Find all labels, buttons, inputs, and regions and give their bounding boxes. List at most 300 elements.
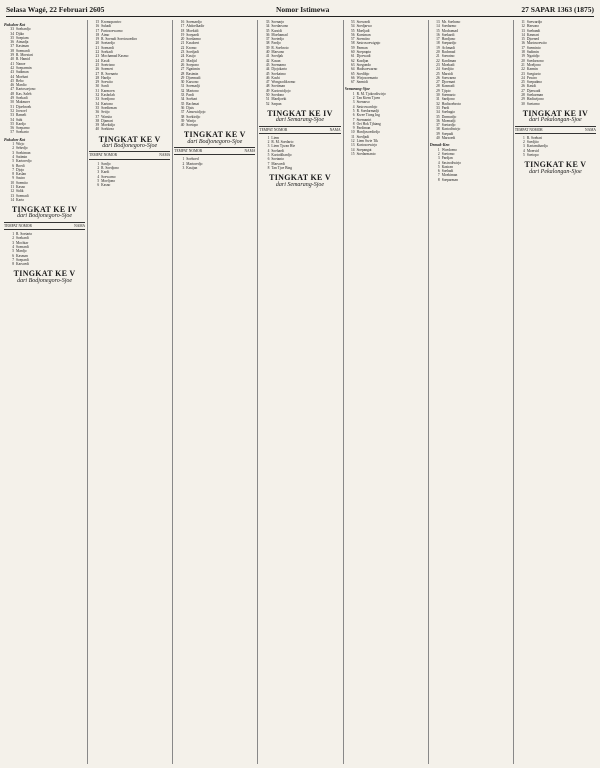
list-item-name: Soedarsono bbox=[526, 58, 544, 63]
list-item-name: Moehamad bbox=[271, 32, 288, 37]
list-item-name: Parman bbox=[356, 45, 368, 50]
list-item-name: Soetanto bbox=[271, 157, 284, 162]
list-item-number: 1 bbox=[523, 135, 525, 140]
list-item-name: Satimin bbox=[16, 154, 28, 159]
list-item-number: 37 bbox=[95, 114, 100, 119]
list-item-name: Kasbolah bbox=[101, 93, 115, 98]
list-item-number: 7 bbox=[352, 117, 355, 122]
list-item-name: Kaslan bbox=[16, 172, 26, 177]
list-item bbox=[430, 136, 511, 140]
column-header-place: TEMPAT NOMOR bbox=[259, 127, 288, 132]
column-header-place: TEMPAT NOMOR bbox=[174, 149, 203, 154]
list-item-name: Kasmadi bbox=[441, 84, 455, 89]
list-item-number: 40 bbox=[180, 123, 185, 128]
list-item bbox=[174, 166, 255, 170]
list-item-name: Soenardi bbox=[101, 45, 114, 50]
list-item-number: 34 bbox=[265, 24, 270, 29]
list-item-number: 46 bbox=[10, 83, 14, 88]
list-item-number: 7 bbox=[437, 173, 440, 178]
list-item bbox=[4, 130, 85, 134]
list-item-name: Setijo bbox=[101, 110, 110, 115]
list-item-name: Soemeri bbox=[101, 67, 114, 72]
list-item-number: 26 bbox=[95, 67, 100, 72]
list-item-number: 16 bbox=[521, 41, 525, 46]
list-item-name: Pardjo bbox=[271, 41, 281, 46]
list-item-name: Kromopawiro bbox=[101, 20, 122, 24]
list-item-name: Sarmidi bbox=[356, 80, 368, 85]
list-item-name: Soekatmo bbox=[271, 71, 286, 76]
list-item-number: 23 bbox=[436, 62, 440, 67]
list-item-number: 35 bbox=[436, 114, 440, 119]
list-item-number: 14 bbox=[350, 147, 355, 152]
list-item-number: 13 bbox=[350, 143, 355, 148]
list-item-number: 63 bbox=[350, 62, 355, 67]
list-item-name: Hardjono bbox=[441, 37, 456, 42]
list-item-number: 3 bbox=[12, 150, 14, 155]
list-item bbox=[259, 102, 340, 106]
list-item-name: Soepardjo bbox=[441, 41, 457, 46]
list-item-name: Boedi bbox=[16, 163, 25, 168]
list-item-number: 4 bbox=[97, 174, 100, 179]
list-item-number: 32 bbox=[95, 93, 100, 98]
list-item-number: 8 bbox=[437, 177, 440, 182]
list-item-name: Marsidi bbox=[441, 71, 453, 76]
list-item-number: 37 bbox=[180, 110, 185, 115]
list-item-name: R. Soedarmadji bbox=[356, 108, 379, 113]
list-item-name: Kartosoewirjo bbox=[356, 143, 378, 148]
list-item-number: 4 bbox=[12, 244, 14, 249]
list-item-number: 41 bbox=[10, 61, 14, 66]
list-item-number: 20 bbox=[436, 50, 440, 55]
column-4 bbox=[259, 20, 340, 764]
list-item-name: Kasmari bbox=[526, 32, 540, 37]
list-item-number: 40 bbox=[436, 136, 440, 141]
list-item-number: 54 bbox=[10, 117, 14, 122]
list-item-name: Pardjan bbox=[441, 156, 453, 161]
list-item-number: 4 bbox=[352, 104, 355, 109]
list-item-name: Kasijo bbox=[186, 54, 196, 59]
list-item-number: 21 bbox=[521, 62, 525, 67]
column-divider bbox=[257, 20, 258, 764]
list-item-name: Marsoedi bbox=[441, 136, 456, 141]
list-item-name: Wongsodikromo bbox=[271, 80, 296, 85]
list-item-number: 36 bbox=[95, 110, 100, 115]
list-item-number: 30 bbox=[95, 84, 100, 89]
list-item-name: Kasdoeri bbox=[186, 41, 200, 46]
list-item-number: 32 bbox=[180, 88, 185, 93]
list-item-number: 23 bbox=[521, 71, 525, 76]
list-item-name: Rasimin bbox=[186, 71, 199, 76]
list-item-number: 51 bbox=[265, 97, 270, 102]
list-item-name: Kasbi bbox=[271, 75, 280, 80]
list-item-number: 5 bbox=[352, 108, 355, 113]
list-item-name: Soetopo bbox=[526, 153, 539, 158]
list-item-number: 8 bbox=[12, 262, 14, 267]
list-item-number: 31 bbox=[436, 97, 440, 102]
list-item-number: 33 bbox=[180, 93, 185, 98]
list-item-number: 27 bbox=[436, 80, 440, 85]
list-item-number: 29 bbox=[521, 97, 525, 102]
column-7 bbox=[515, 20, 596, 764]
list-item-number: 57 bbox=[350, 37, 355, 42]
list-item-number: 49 bbox=[265, 88, 270, 93]
list-item-name: Soedjarwo bbox=[356, 24, 372, 29]
list-item-name: Djoemari bbox=[441, 80, 456, 85]
list-item-number: 27 bbox=[521, 88, 525, 93]
list-item-name: Soekardi bbox=[441, 32, 455, 37]
list-item bbox=[515, 102, 596, 106]
list-item bbox=[89, 183, 170, 187]
list-item-number: 18 bbox=[436, 41, 440, 46]
list-item-number: 33 bbox=[265, 20, 270, 24]
list-item-number: 3 bbox=[97, 170, 100, 175]
list-item-number: 5 bbox=[97, 178, 100, 183]
list-item-number: 3 bbox=[12, 240, 14, 245]
list-item-number: 21 bbox=[95, 45, 100, 50]
list-item-name: Soekardi bbox=[16, 236, 29, 241]
list-item-name: Soebandi bbox=[526, 28, 541, 33]
list-item-name: Soekadi bbox=[101, 50, 113, 55]
list-item-name: Kartodihardjo bbox=[271, 153, 292, 158]
list-item-number: 21 bbox=[436, 54, 440, 59]
list-item-number: 10 bbox=[350, 130, 355, 135]
list-item-number: 55 bbox=[10, 121, 14, 126]
list-item-number: 44 bbox=[10, 74, 14, 79]
section-subheading: dari Bodjonegoro-Sjoe bbox=[17, 213, 73, 220]
list-item-number: 62 bbox=[350, 58, 355, 63]
list-item-number: 33 bbox=[10, 27, 14, 32]
list-item-name: Soehadi bbox=[441, 169, 454, 174]
list-item-name: Soekarman bbox=[526, 93, 544, 98]
list-item-name: Soedjadi bbox=[186, 50, 199, 55]
list-item-name: Soewarno bbox=[441, 75, 457, 80]
list-item-number: 16 bbox=[180, 20, 185, 24]
list-item-name: Sastrowardojo bbox=[356, 104, 378, 109]
list-item-number: 6 bbox=[97, 183, 100, 188]
list-item-name: Joesoef bbox=[16, 108, 27, 113]
list-item-name: Madjid bbox=[186, 58, 197, 63]
list-item-name: Soemadi bbox=[16, 193, 29, 198]
list-item-name: Moenadji bbox=[441, 118, 456, 123]
list-item-number: 36 bbox=[436, 118, 440, 123]
section-heading: TINGKAT KE IV bbox=[267, 108, 333, 118]
list-item-number: 40 bbox=[265, 50, 270, 55]
list-item bbox=[259, 166, 340, 170]
list-item-name: Djoewadi bbox=[356, 54, 371, 59]
list-item-name: Karto bbox=[16, 197, 25, 202]
list-item-number: 25 bbox=[521, 80, 525, 85]
list-item-number: 36 bbox=[180, 105, 185, 110]
list-item-number: 33 bbox=[436, 105, 440, 110]
list-item-number: 43 bbox=[265, 62, 270, 67]
list-item-name: Wirjo bbox=[16, 142, 25, 147]
list-item-name: Soetardjo bbox=[101, 41, 115, 46]
list-item-number: 5 bbox=[267, 153, 270, 158]
list-item-name: Soedjono bbox=[101, 97, 115, 102]
list-item-number: 2 bbox=[12, 146, 14, 151]
list-item-name: Sastrosoewignjo bbox=[356, 41, 381, 46]
section-subheading: dari Semarang-Sjoe bbox=[275, 181, 325, 188]
list-item-number: 4 bbox=[267, 148, 270, 153]
list-item-number: 56 bbox=[350, 32, 355, 37]
list-item-name: Soepangat bbox=[356, 147, 372, 152]
column-header-name: NAMA bbox=[74, 223, 86, 228]
list-item-name: Sadimin bbox=[526, 50, 539, 55]
list-item-number: 17 bbox=[521, 45, 525, 50]
list-item-name: Soemardi bbox=[16, 48, 30, 53]
list-item-name: Soeminto bbox=[526, 45, 541, 50]
list-item-number: 34 bbox=[436, 110, 440, 115]
list-item-number: 24 bbox=[436, 67, 440, 72]
list-item-name: Soetopo bbox=[186, 123, 199, 128]
list-item-number: 26 bbox=[521, 84, 525, 89]
list-item-name: R. M. Soedarto bbox=[271, 140, 294, 145]
list-item-name: Soemarto bbox=[441, 93, 456, 98]
section-place: Pakulon-Kot bbox=[4, 22, 26, 27]
list-item bbox=[430, 178, 511, 182]
list-item-number: 65 bbox=[350, 71, 355, 76]
list-item-name: Hadiwijono bbox=[526, 97, 544, 102]
column-divider bbox=[428, 20, 429, 764]
column-header-place: TEMPAT NOMOR bbox=[89, 153, 117, 158]
list-item-number: 67 bbox=[350, 80, 355, 85]
list-item-number: 6 bbox=[12, 163, 14, 168]
list-item-number: 5 bbox=[437, 164, 440, 169]
list-item-name: Warijo bbox=[186, 118, 196, 123]
list-item-number: 17 bbox=[436, 37, 440, 42]
section-subheading: dari Bodjonegoro-Sjoe bbox=[102, 143, 158, 150]
list-item-name: Karmin bbox=[526, 67, 538, 72]
list-item-name: Abdoelkadir bbox=[186, 24, 205, 29]
list-item-name: Soeparmin bbox=[16, 65, 32, 70]
list-item-name: Moeljono bbox=[526, 62, 541, 67]
list-item-name: Soepono bbox=[186, 62, 199, 67]
list-item-number: 6 bbox=[12, 253, 14, 258]
list-item-name: Rachmat bbox=[186, 101, 200, 106]
list-item-number: 15 bbox=[521, 37, 525, 42]
list-item-number: 31 bbox=[95, 88, 100, 93]
list-item-name: Kasijan bbox=[186, 165, 198, 170]
list-item-number: 15 bbox=[436, 28, 440, 33]
list-item-number: 40 bbox=[10, 57, 14, 62]
list-item-name: Sadiman bbox=[16, 70, 29, 75]
list-item-name: Soetrisno bbox=[101, 62, 115, 67]
list-item-name: Soekirdjo bbox=[186, 114, 201, 119]
list-item-name: Kasno bbox=[16, 184, 26, 189]
list-item-number: 37 bbox=[436, 123, 440, 128]
list-item-number: 3 bbox=[182, 165, 185, 170]
list-item-number: 27 bbox=[180, 67, 185, 72]
list-item-name: Soedjak bbox=[271, 54, 283, 59]
list-item-number: 5 bbox=[523, 153, 525, 158]
list-item-name: Sehedjo bbox=[16, 146, 28, 151]
section-heading: TINGKAT KE V bbox=[98, 134, 161, 144]
list-item-name: Karsiman bbox=[356, 32, 371, 37]
list-item-number: 2 bbox=[352, 96, 355, 101]
list-item-number: 1 bbox=[437, 147, 440, 152]
list-item-number: 47 bbox=[265, 80, 270, 85]
list-item-number: 32 bbox=[436, 101, 440, 106]
column-1 bbox=[4, 20, 85, 764]
list-item-number: 2 bbox=[182, 161, 185, 166]
list-item-name: Tan Kiem Tjoen bbox=[356, 96, 380, 101]
list-item-number: 48 bbox=[265, 84, 270, 89]
list-item-name: Kartosoejono bbox=[16, 87, 36, 92]
list-item-name: Soepadmo bbox=[526, 80, 543, 85]
list-item-number: 4 bbox=[523, 148, 525, 153]
list-item-number: 25 bbox=[180, 58, 185, 63]
list-item-number: 12 bbox=[521, 24, 525, 29]
list-item-name: Moeljadi bbox=[356, 28, 370, 33]
list-item-number: 9 bbox=[12, 176, 14, 181]
list-item-number: 34 bbox=[95, 101, 100, 106]
list-item-number: 8 bbox=[352, 121, 355, 126]
list-item-name: Darmodjo bbox=[441, 114, 457, 119]
list-item-name: Kartono bbox=[101, 101, 113, 106]
list-item-name: Moersid bbox=[526, 148, 539, 153]
list-item-name: Achmadi bbox=[441, 45, 455, 50]
list-item-number: 4 bbox=[437, 160, 440, 165]
list-item-name: Soebari bbox=[186, 97, 198, 102]
list-item-number: 24 bbox=[180, 54, 185, 59]
list-item-number: 8 bbox=[267, 165, 270, 170]
section-subheading: dari Bodjonegoro-Sjoe bbox=[187, 138, 243, 145]
list-item-number: 8 bbox=[12, 172, 14, 177]
list-item-name: Soewardi bbox=[356, 20, 371, 24]
list-item-name: Martosoewito bbox=[526, 41, 547, 46]
list-item-number: 18 bbox=[95, 32, 100, 37]
table-header bbox=[89, 151, 170, 159]
list-item-number: 5 bbox=[12, 159, 14, 164]
list-item-name: Karsoedi bbox=[16, 262, 29, 267]
list-item-number: 26 bbox=[180, 62, 185, 67]
list-item-name: Partosoewarno bbox=[101, 28, 123, 33]
list-item bbox=[345, 152, 426, 156]
list-item-name: Sastro bbox=[16, 176, 25, 181]
list-item-name: R. Soebroto bbox=[271, 45, 289, 50]
list-item-name: Mardjo bbox=[16, 249, 27, 254]
list-item-number: 25 bbox=[436, 71, 440, 76]
column-2 bbox=[89, 20, 170, 764]
list-item-name: R. Moestari bbox=[16, 53, 33, 58]
column-divider bbox=[513, 20, 514, 764]
list-item-number: 21 bbox=[180, 41, 185, 46]
list-item-number: 20 bbox=[95, 41, 100, 46]
masthead bbox=[6, 2, 594, 17]
list-item-name: Djoebroek bbox=[16, 104, 32, 109]
list-item-number: 61 bbox=[350, 54, 355, 59]
list-item-name: Kartamihardja bbox=[526, 144, 548, 149]
list-item-number: 38 bbox=[180, 114, 185, 119]
list-item-number: 39 bbox=[10, 53, 14, 58]
list-item-number: 3 bbox=[267, 144, 270, 149]
column-header-place: TEMPAT NOMOR bbox=[514, 127, 543, 132]
list-item-number: 51 bbox=[10, 104, 14, 109]
list-item-name: Soedirman bbox=[101, 105, 117, 110]
table-header bbox=[515, 126, 596, 134]
list-item bbox=[4, 262, 85, 266]
list-item-name: Mochamad bbox=[441, 28, 458, 33]
table-header bbox=[259, 126, 340, 134]
masthead-date: Selasa Wagé, 22 Februari 2605 bbox=[6, 5, 105, 14]
list-item-name: Oei Hok Tjhiang bbox=[356, 121, 381, 126]
list-item-name: Rebo bbox=[16, 78, 24, 83]
list-item-name: Soeratno bbox=[441, 54, 455, 59]
list-item-number: 12 bbox=[10, 189, 14, 194]
list-item-number: 13 bbox=[10, 193, 14, 198]
list-item-name: Kromo bbox=[186, 45, 197, 50]
table-header bbox=[174, 147, 255, 155]
list-item-name: Soebagio bbox=[441, 110, 456, 115]
list-item-number: 48 bbox=[10, 91, 14, 96]
list-item-number: 28 bbox=[180, 71, 185, 76]
list-item-name: Soedjadi bbox=[356, 134, 370, 139]
list-item-name: Wirjosoemarto bbox=[356, 75, 378, 80]
list-item-number: 22 bbox=[95, 50, 100, 55]
list-item-number: 11 bbox=[10, 184, 14, 189]
list-item-name: Djoemadi bbox=[186, 75, 201, 80]
list-item-name: Sardjono bbox=[441, 97, 455, 102]
list-item-name: Pardiman bbox=[356, 126, 371, 131]
list-item-name: Moekadi bbox=[441, 62, 455, 67]
list-item-name: Soemadji bbox=[186, 84, 200, 89]
list-item-number: 3 bbox=[352, 100, 355, 105]
column-5 bbox=[345, 20, 426, 764]
list-item-number: 24 bbox=[521, 75, 525, 80]
list-item-number: 3 bbox=[523, 144, 525, 149]
list-item-number: 29 bbox=[436, 88, 440, 93]
list-item-number: 28 bbox=[95, 75, 100, 80]
list-item-name: Soenarjo bbox=[271, 20, 285, 24]
list-item-number: 39 bbox=[180, 118, 185, 123]
list-item-name: Karsono bbox=[186, 80, 199, 85]
list-item-number: 6 bbox=[267, 157, 270, 162]
column-6 bbox=[430, 20, 511, 764]
list-item-number: 6 bbox=[352, 113, 355, 118]
list-item-number: 20 bbox=[521, 58, 525, 63]
list-item-number: 30 bbox=[436, 93, 440, 98]
list-item-number: 18 bbox=[180, 28, 185, 33]
list-item-number: 25 bbox=[95, 62, 100, 67]
list-item-number: 36 bbox=[10, 40, 14, 45]
list-item-name: Djojo bbox=[16, 167, 25, 172]
column-divider bbox=[87, 20, 88, 764]
list-item-name: Soepadi bbox=[441, 131, 454, 136]
list-item-name: Sardjo bbox=[101, 161, 111, 166]
list-item-number: 13 bbox=[436, 20, 440, 24]
list-item-name: Soemarno bbox=[271, 62, 286, 67]
section-place: Demak-Ken bbox=[429, 142, 450, 148]
list-item-number: 1 bbox=[267, 135, 270, 140]
columns-container bbox=[4, 20, 596, 764]
list-item-name: Soemito bbox=[16, 180, 28, 185]
list-item bbox=[345, 80, 426, 84]
section-heading: TINGKAT KE V bbox=[183, 130, 246, 140]
list-item-name: Djais bbox=[186, 105, 194, 110]
column-divider bbox=[343, 20, 344, 764]
list-item-name: R. Soebari bbox=[526, 135, 543, 140]
list-item-name: Soedarmanto bbox=[356, 151, 376, 156]
list-item-number: 23 bbox=[95, 54, 100, 59]
list-item-number: 28 bbox=[436, 84, 440, 89]
list-item-number: 42 bbox=[265, 58, 270, 63]
list-item-number: 14 bbox=[10, 197, 14, 202]
list-item-name: Tjipto bbox=[441, 88, 451, 93]
list-item-number: 5 bbox=[12, 249, 14, 254]
list-item-number: 28 bbox=[521, 93, 525, 98]
list-item-number: 19 bbox=[436, 45, 440, 50]
list-item-number: 46 bbox=[265, 75, 270, 80]
